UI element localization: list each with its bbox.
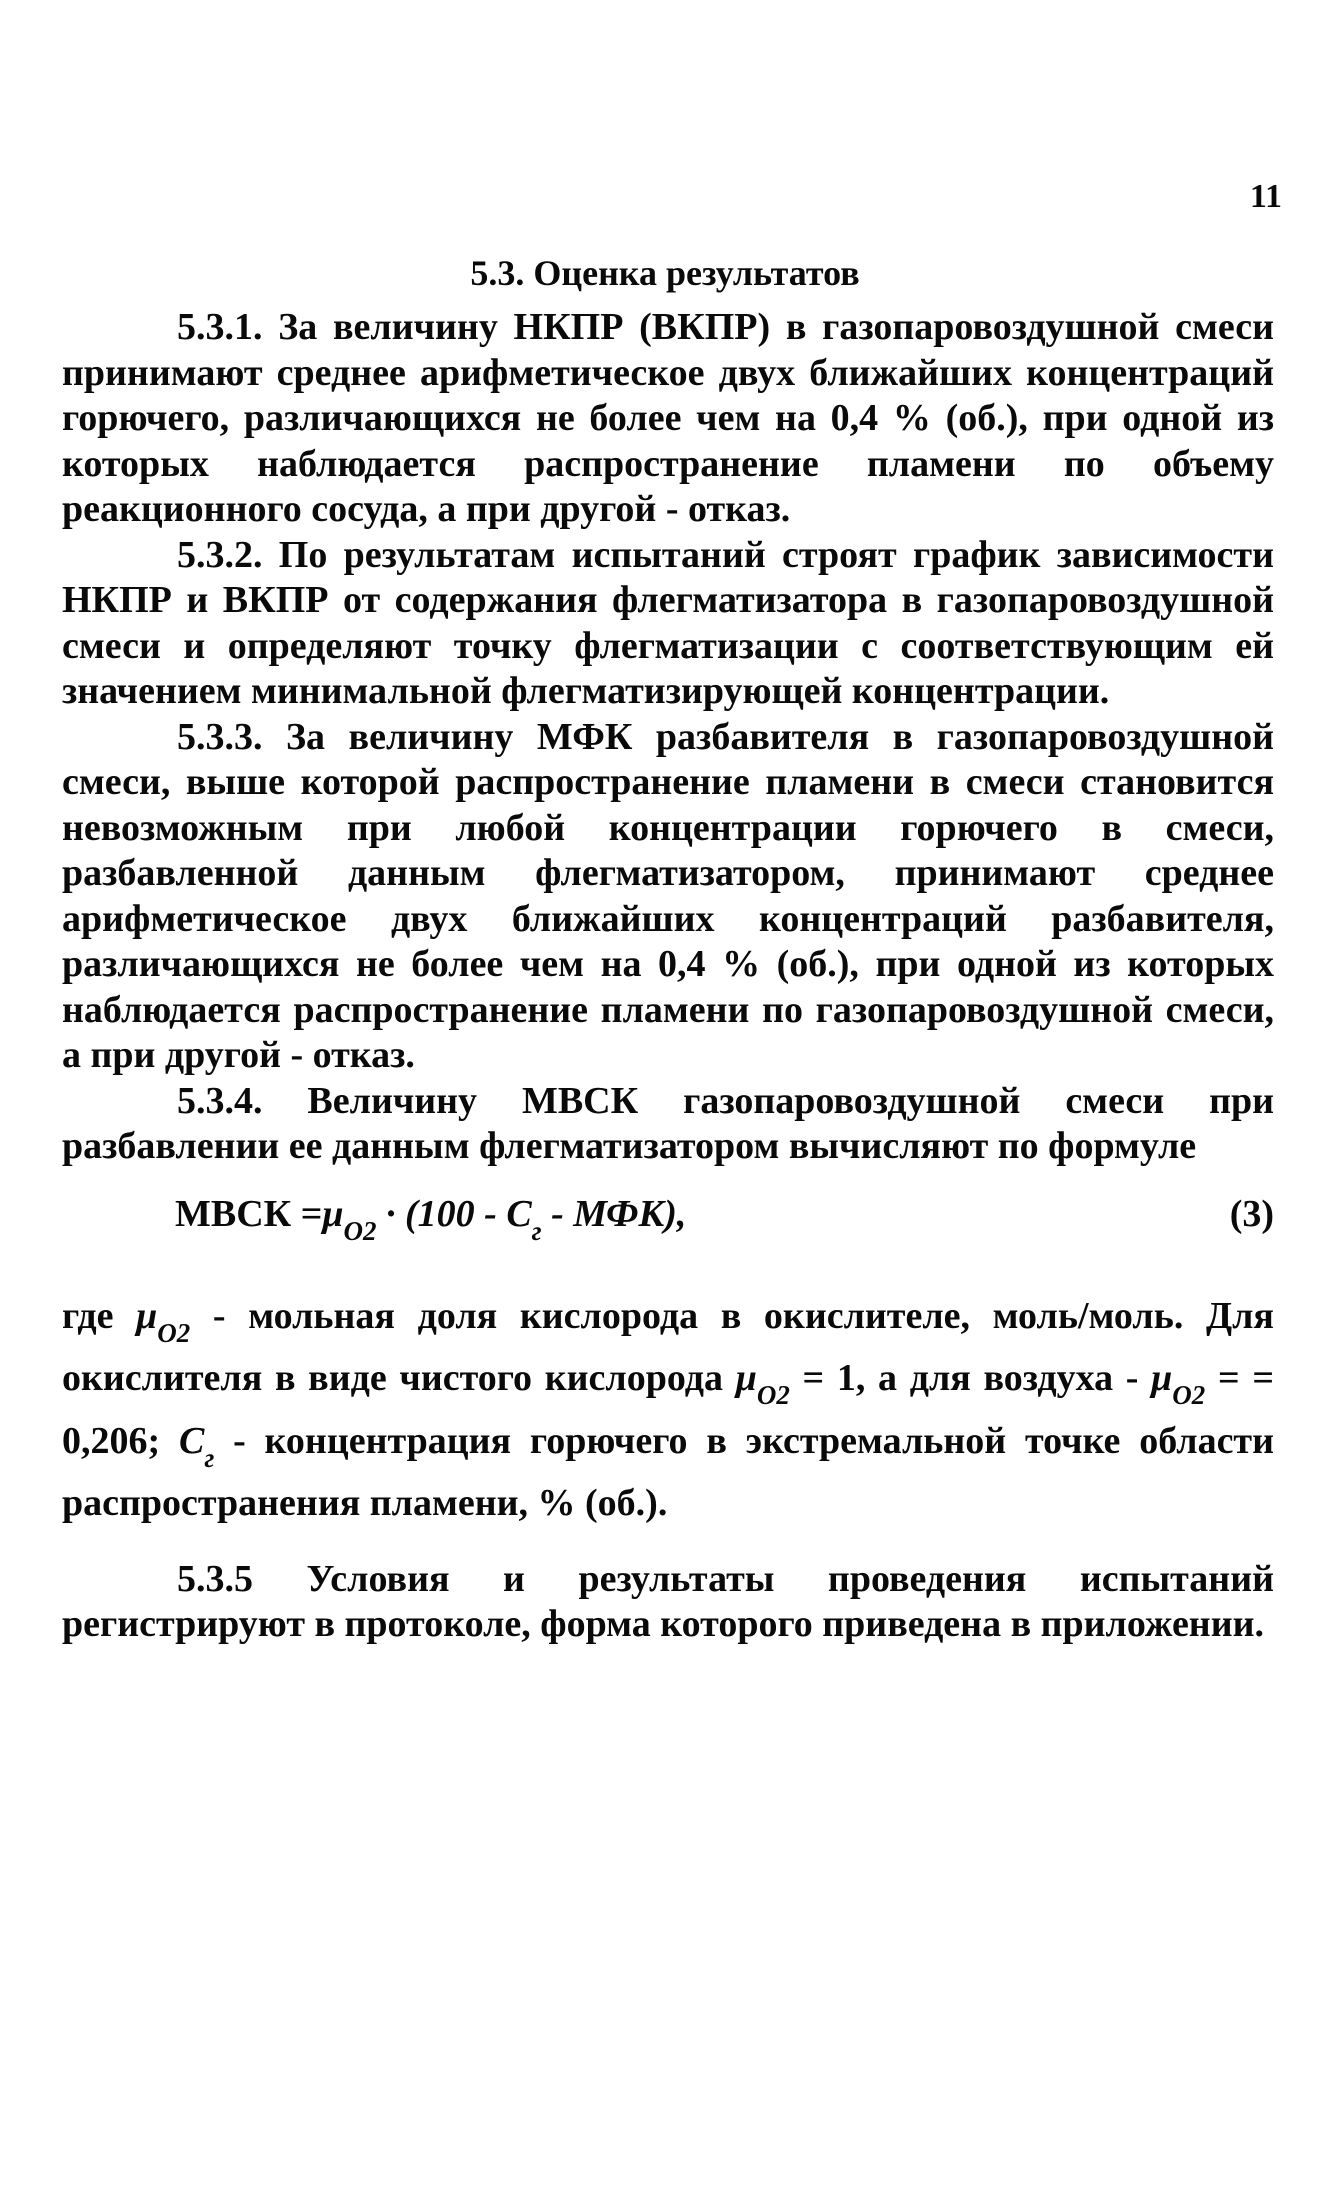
page-number: 11	[1249, 178, 1282, 215]
paragraph-5-3-4: 5.3.4. Величину МВСК газопаровоздушной смеси при разбавлении ее данным флегматизатором вычисляют по формуле	[62, 1079, 1274, 1167]
paragraph-5-3-3: 5.3.3. За величину МФК разбавителя в газопаровоздушной смеси, выше которой распространение пламени в смеси становится невозможным при любой концентрации горючего в смеси, разбавленной данным флегматизатором, принимают среднее арифметическое двух ближайших концентраций разбавителя, различающихся не более чем на 0,4 % (об.), при одной из которых наблюдается распространение пламени по газопаровоздушной смеси, а при другой - отказ.	[62, 715, 1274, 1076]
where-cg: г	[204, 1442, 215, 1473]
document-body	[62, 305, 1274, 1648]
formula-sub-o: O	[343, 1215, 364, 1246]
formula-sub-2: 2	[363, 1215, 377, 1246]
where-t1: где	[62, 1294, 137, 1337]
where-mu-1: μ	[136, 1294, 158, 1337]
paragraph-5-3-1: 5.3.1. За величину НКПР (ВКПР) в газопаровоздушной смеси принимают среднее арифметическое двух ближайших концентраций горючего, различающихся не более чем на 0,4 % (об.), при одной из которых наблюдается распространение пламени по объему реакционного сосуда, а при другой - отказ.	[62, 306, 1274, 530]
where-sub-2-3: 2	[1191, 1380, 1206, 1410]
formula-expression	[175, 1192, 686, 1255]
paragraph-5-3-2: 5.3.2. По результатам испытаний строят график зависимости НКПР и ВКПР от содержания флегматизатора в газопаровоздушной смеси и определяют точку флегматизации с соответствующим ей значением минимальной флегматизирующей концентрации.	[62, 533, 1274, 712]
where-mu-3: μ	[1151, 1357, 1173, 1399]
formula-mu: μ	[322, 1192, 344, 1235]
where-sub-2-2: 2	[776, 1380, 790, 1410]
paragraph-5-3-5: 5.3.5 Условия и результаты проведения испытаний регистрируют в протоколе, форма которого приведена в приложении.	[62, 1557, 1274, 1645]
formula-3	[62, 1180, 1274, 1272]
where-t4: = = 0,206;	[62, 1357, 1274, 1462]
formula-number: (3)	[1229, 1192, 1274, 1235]
formula-lhs: МВСК =	[175, 1192, 323, 1235]
where-t5: - концентрация горючего в экстремальной точке области распространения пламени, % (об.).	[62, 1419, 1274, 1524]
section-title: 5.3. Оценка результатов	[470, 253, 860, 293]
where-sub-o-2: O	[756, 1380, 777, 1410]
where-mu-2: μ	[735, 1357, 757, 1399]
where-c: C	[178, 1419, 205, 1462]
where-sub-o-1: O	[157, 1317, 177, 1348]
where-sub-2-1: 2	[176, 1317, 191, 1348]
formula-rhs-end: - МФК),	[541, 1192, 687, 1235]
spacer	[62, 1527, 1274, 1557]
where-t3: = 1, а для воздуха -	[789, 1357, 1152, 1399]
formula-explanation	[62, 1294, 1274, 1527]
formula-sub-g: г	[531, 1215, 542, 1246]
where-sub-o-3: O	[1172, 1380, 1192, 1410]
formula-rhs: · (100 - C	[376, 1192, 532, 1235]
where-t2: - мольная доля кислорода в окислителе, моль/моль. Для окислителя в виде чистого кислорода	[62, 1294, 1274, 1399]
